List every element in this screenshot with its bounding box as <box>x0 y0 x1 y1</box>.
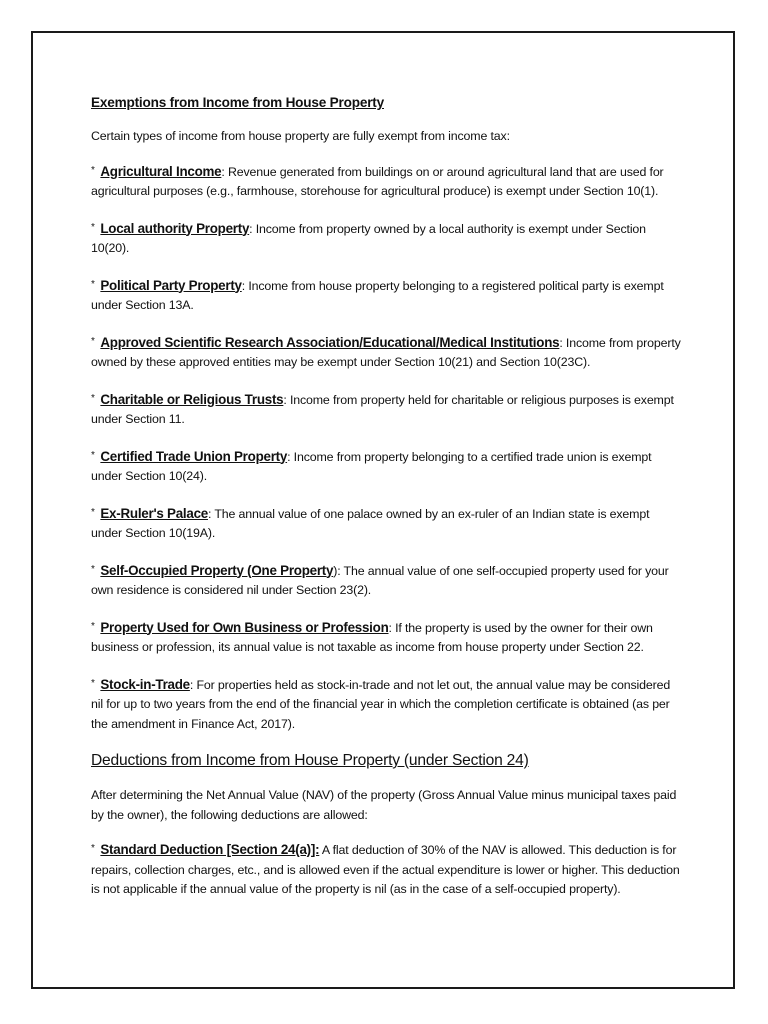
item-term: Charitable or Religious Trusts <box>100 391 284 407</box>
exemptions-intro: Certain types of income from house property are fully exempt from income tax: <box>91 129 510 143</box>
list-item <box>91 332 681 373</box>
bullet-marker: * <box>91 677 98 689</box>
item-term: Property Used for Own Business or Profession <box>100 619 389 635</box>
deductions-list <box>91 839 681 900</box>
item-term: Self-Occupied Property (One Property <box>100 562 334 578</box>
list-item <box>91 275 681 316</box>
item-description: : Income from property held for charitable or religious purposes is exempt under Section 11. <box>91 392 674 426</box>
item-description: : Income from house property belonging to a registered political party is exempt under Section 13A. <box>91 278 664 312</box>
item-description: : Income from property owned by these approved entities may be exempt under Section 10(21) and Section 10(23C). <box>91 335 681 369</box>
bullet-marker: * <box>91 620 98 632</box>
list-item <box>91 446 681 487</box>
bullet-marker: * <box>91 335 98 347</box>
item-description: : If the property is used by the owner for their own business or profession, its annual value is not taxable as income from house property under Section 22. <box>91 620 653 654</box>
item-term: Stock-in-Trade <box>100 676 190 692</box>
list-item <box>91 389 681 430</box>
bullet-marker: * <box>91 278 98 290</box>
deductions-intro: After determining the Net Annual Value (NAV) of the property (Gross Annual Value minus municipal taxes paid by the owner), the following deductions are allowed: <box>91 788 677 822</box>
item-term: Approved Scientific Research Association/Educational/Medical Institutions <box>100 334 560 350</box>
item-term: Ex-Ruler's Palace <box>100 505 208 521</box>
bullet-marker: * <box>91 392 98 404</box>
document-content <box>91 93 681 916</box>
bullet-marker: * <box>91 164 98 176</box>
list-item <box>91 839 681 900</box>
item-description: A flat deduction of 30% of the NAV is allowed. This deduction is for repairs, collection charges, etc., and is allowed even if the actual expenditure is lower or higher. This deduction is not applicable if the annual value of the property is nil (as in the case of a self-occupied property). <box>91 843 680 896</box>
exemptions-heading: Exemptions from Income from House Property <box>91 95 384 110</box>
bullet-marker: * <box>91 449 98 461</box>
deductions-heading: Deductions from Income from House Property (under Section 24) <box>91 752 529 769</box>
exemptions-list <box>91 161 681 735</box>
bullet-marker: * <box>91 506 98 518</box>
bullet-marker: * <box>91 843 98 854</box>
item-description: : For properties held as stock-in-trade and not let out, the annual value may be considered nil for up to two years from the end of the financial year in which the completion certificate is obtained (as per the amendment in Finance Act, 2017). <box>91 677 671 731</box>
item-description: : Income from property belonging to a certified trade union is exempt under Section 10(24). <box>91 449 652 483</box>
list-item <box>91 161 681 202</box>
list-item <box>91 617 681 658</box>
item-term: Political Party Property <box>100 277 242 293</box>
item-description: : Revenue generated from buildings on or around agricultural land that are used for agricultural purposes (e.g., farmhouse, storehouse for agricultural produce) is exempt under Section 10(1). <box>91 164 664 198</box>
item-term: Agricultural Income <box>100 163 222 179</box>
list-item <box>91 503 681 544</box>
item-description: : Income from property owned by a local authority is exempt under Section 10(20). <box>91 221 646 255</box>
bullet-marker: * <box>91 563 98 575</box>
list-item <box>91 218 681 259</box>
document-page <box>31 31 735 989</box>
item-term: Certified Trade Union Property <box>100 448 288 464</box>
list-item <box>91 560 681 601</box>
bullet-marker: * <box>91 221 98 233</box>
list-item <box>91 674 681 735</box>
item-term: Standard Deduction [Section 24(a)]: <box>100 842 320 857</box>
item-term: Local authority Property <box>100 220 250 236</box>
item-description: : The annual value of one palace owned by an ex-ruler of an Indian state is exempt under Section 10(19A). <box>91 506 650 540</box>
item-description: ): The annual value of one self-occupied property used for your own residence is considered nil under Section 23(2). <box>91 563 669 597</box>
